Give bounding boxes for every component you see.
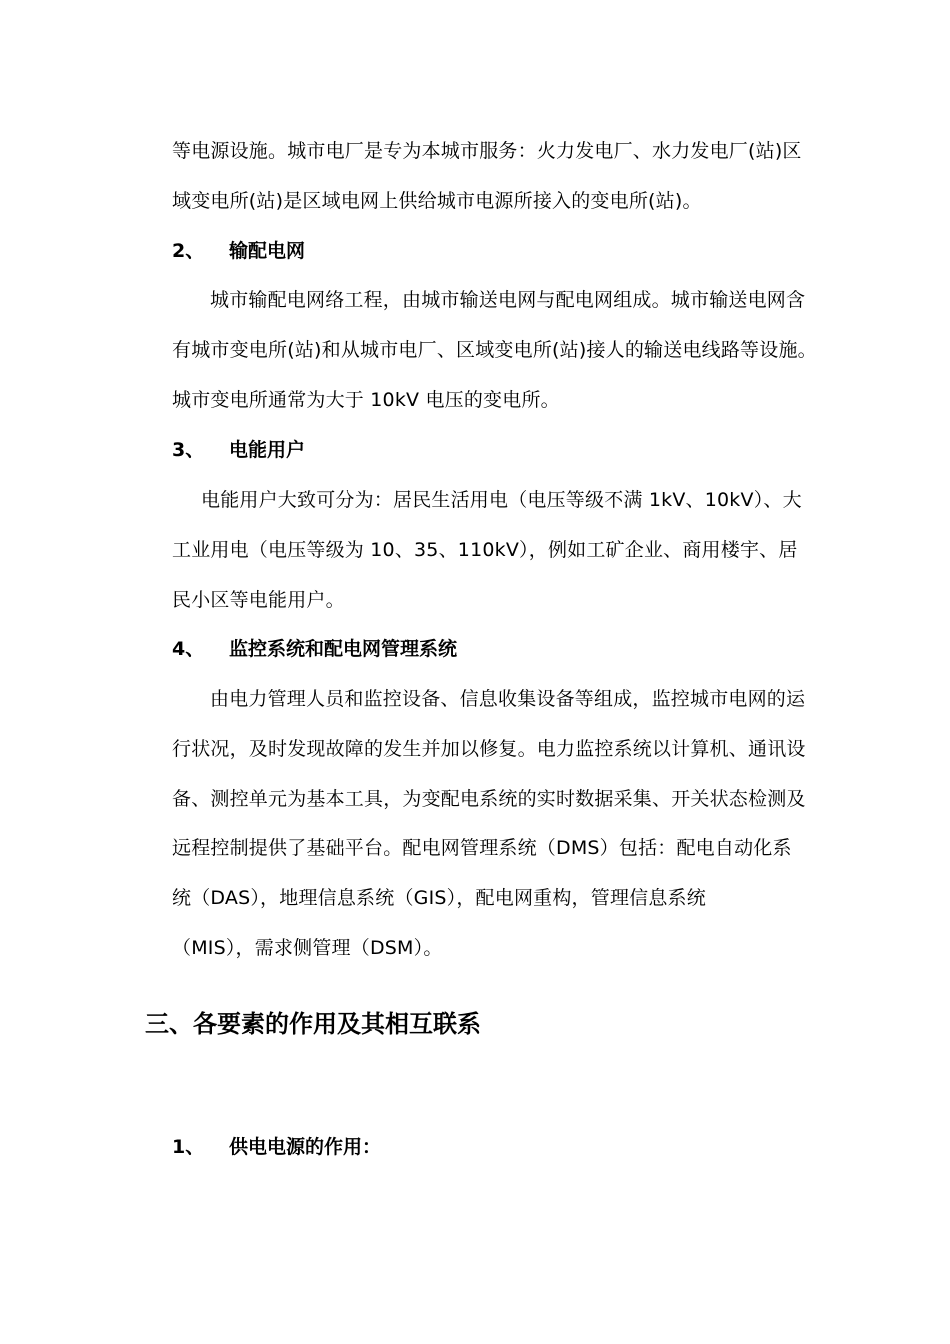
paragraph-line: 统（DAS），地理信息系统（GIS），配电网重构，管理信息系统 (172, 887, 706, 909)
paragraph-line: 等电源设施。城市电厂是专为本城市服务：火力发电厂、水力发电厂(站)区 (172, 140, 802, 162)
item-heading-3 (172, 436, 305, 464)
paragraph-line: 民小区等电能用户。 (172, 589, 345, 611)
paragraph-line: 由电力管理人员和监控设备、信息收集设备等组成，监控城市电网的运 (210, 688, 806, 710)
item-title: 电能用户 (229, 439, 306, 461)
paragraph-line: 域变电所(站)是区域电网上供给城市电源所接入的变电所(站)。 (172, 190, 702, 212)
paragraph-line: 备、测控单元为基本工具，为变配电系统的实时数据采集、开关状态检测及 (172, 788, 806, 810)
paragraph-line: 电能用户大致可分为：居民生活用电（电压等级不满 1kV、10kV）、大 (201, 489, 802, 511)
item-heading-2 (172, 237, 305, 265)
section-title: 三、各要素的作用及其相互联系 (145, 1010, 481, 1038)
item-title: 监控系统和配电网管理系统 (229, 638, 458, 660)
paragraph-line: （MIS），需求侧管理（DSM）。 (172, 937, 443, 959)
sub-item-heading-1 (172, 1133, 381, 1161)
item-title: 输配电网 (229, 240, 306, 262)
paragraph-line: 有城市变电所(站)和从城市电厂、区域变电所(站)接人的输送电线路等设施。 (172, 339, 817, 361)
item-heading-4 (172, 635, 457, 663)
item-title: 供电电源的作用： (229, 1136, 382, 1158)
item-number: 2、 (172, 240, 205, 262)
item-number: 1、 (172, 1136, 205, 1158)
paragraph-line: 城市输配电网络工程，由城市输送电网与配电网组成。城市输送电网含 (210, 289, 806, 311)
paragraph-line: 远程控制提供了基础平台。配电网管理系统（DMS）包括：配电自动化系 (172, 837, 792, 859)
item-number: 3、 (172, 439, 205, 461)
item-number: 4、 (172, 638, 205, 660)
paragraph-line: 行状况，及时发现故障的发生并加以修复。电力监控系统以计算机、通讯设 (172, 738, 806, 760)
paragraph-line: 工业用电（电压等级为 10、35、110kV），例如工矿企业、商用楼宇、居 (172, 539, 798, 561)
paragraph-line: 城市变电所通常为大于 10kV 电压的变电所。 (172, 389, 560, 411)
